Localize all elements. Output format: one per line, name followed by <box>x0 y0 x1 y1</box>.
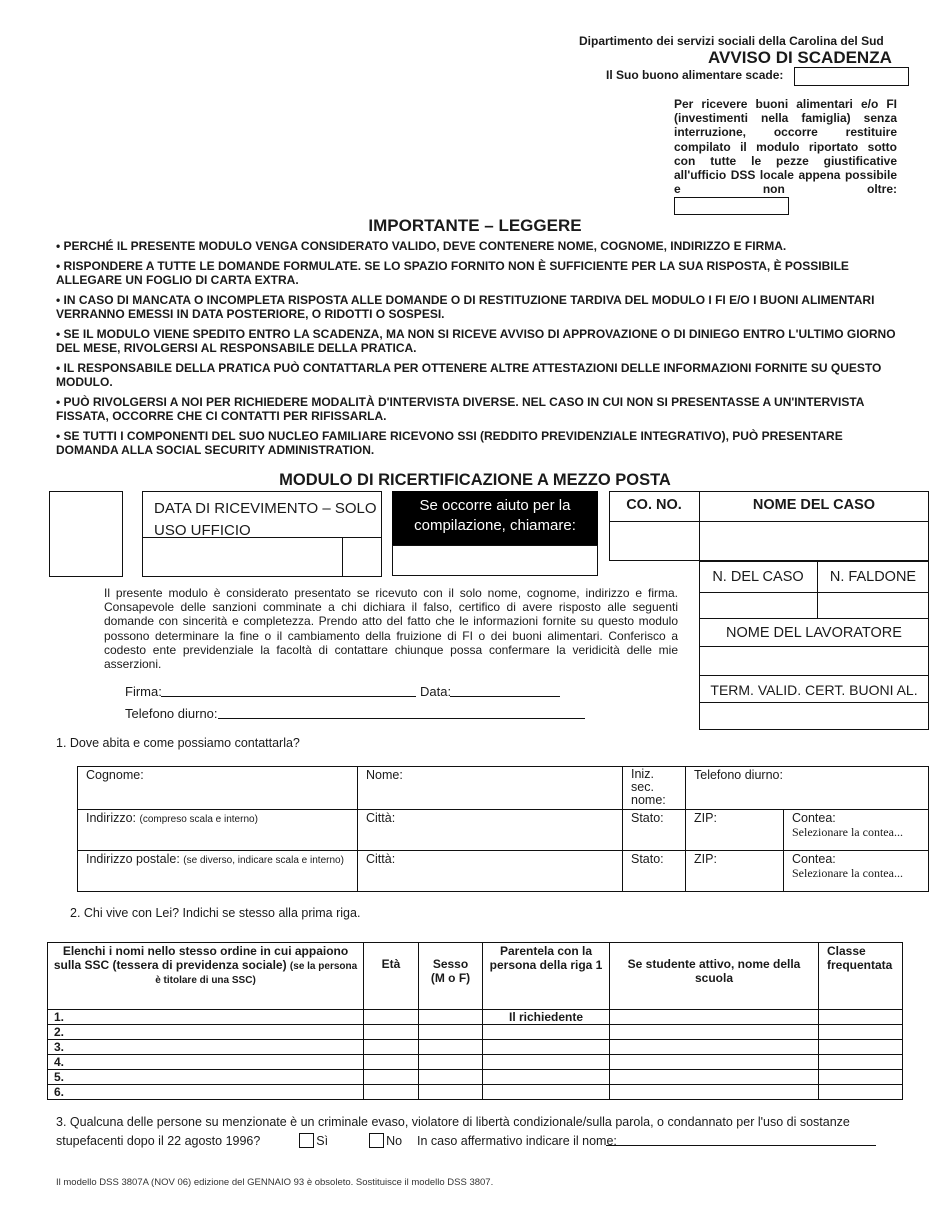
col-names-header: Elenchi i nomi nello stesso ordine in cui appaiono sulla SSC (tessera di previdenza sociale) (se la persona è titolare di una SSC) <box>48 943 364 1010</box>
co-no-label: CO. NO. <box>626 497 682 513</box>
col-school-header: Se studente attivo, nome della scuola <box>610 943 819 1010</box>
expiry-date-field[interactable] <box>794 67 909 86</box>
middle-initial-label: Iniz. sec. nome: <box>631 767 666 807</box>
col-sex-header: Sesso (M o F) <box>419 943 483 1010</box>
date-received-label: DATA DI RICEVIMENTO – SOLO USO UFFICIO <box>154 500 377 538</box>
signature-label: Firma: <box>125 684 162 699</box>
case-name-field[interactable] <box>700 522 928 560</box>
expiry-label: Il Suo buono alimentare scade: <box>606 68 784 82</box>
office-stamp-box <box>49 491 123 577</box>
city-label: Città: <box>366 811 396 825</box>
date-received-field[interactable] <box>143 538 342 576</box>
state-label: Stato: <box>631 852 664 866</box>
mailing-state-cell[interactable] <box>623 851 686 892</box>
zip-label: ZIP: <box>694 852 717 866</box>
date-label: Data: <box>420 684 452 699</box>
mailing-address-label: Indirizzo postale: <box>86 852 180 866</box>
contact-table <box>77 766 929 892</box>
middle-initial-cell[interactable] <box>623 767 686 810</box>
household-row[interactable]: 3. <box>48 1040 903 1055</box>
cert-end-label: TERM. VALID. CERT. BUONI AL. <box>710 682 918 698</box>
county-cell[interactable] <box>784 810 929 851</box>
folder-no-label: N. FALDONE <box>829 569 917 585</box>
household-row[interactable]: 2. <box>48 1025 903 1040</box>
last-name-cell[interactable] <box>78 767 358 810</box>
county-select[interactable]: Selezionare la contea... <box>792 825 903 839</box>
county-label: Contea: <box>792 811 836 825</box>
help-phone-label: Se occorre aiuto per la compilazione, chiamare: <box>392 491 598 545</box>
question-3: 3. Qualcuna delle persone su menzionate è un criminale evaso, violatore di libertà condizionale/sulla parola, o condannato per l'uso di sostanze <box>56 1115 850 1129</box>
col-age-header: Età <box>364 943 419 1010</box>
signature-field[interactable] <box>161 696 416 697</box>
col-relation-header: Parentela con la persona della riga 1 <box>483 943 610 1010</box>
day-phone-label: Telefono diurno: <box>125 706 218 721</box>
if-yes-label: In caso affermativo indicare il nome: <box>417 1134 617 1148</box>
question-2: 2. Chi vive con Lei? Indichi se stesso alla prima riga. <box>70 906 361 920</box>
co-no-field[interactable] <box>610 522 698 560</box>
zip-label: ZIP: <box>694 811 717 825</box>
day-phone-field[interactable] <box>218 718 585 719</box>
bullet: • SE TUTTI I COMPONENTI DEL SUO NUCLEO FAMILIARE RICEVONO SSI (REDDITO PREVIDENZIALE INTEGRATIVO), PUÒ PRESENTARE DOMANDA ALLA SOCIAL SECURITY ADMINISTRATION. <box>56 429 843 457</box>
mailing-address-cell[interactable] <box>78 851 358 892</box>
day-phone-label: Telefono diurno: <box>694 768 783 782</box>
case-no-field[interactable] <box>700 593 816 617</box>
certification-text: Il presente modulo è considerato presentato se ricevuto con il solo nome, cognome, indirizzo e firma. Consapevole delle sanzioni comminate a chi dichiara il falso, certifico di avere risposto alle seguenti domande con sincerità e completezza. Prendo atto del fatto che le informazioni fornite su questo modulo possono determinare la fine o il cambiamento della fruizione di FI o dei buoni alimentari. Conferisco a codesto ente previdenziale la facoltà di contattare chiunque possa confermare la veridicità delle mie asserzioni. <box>104 586 678 672</box>
bullet: • PERCHÉ IL PRESENTE MODULO VENGA CONSIDERATO VALIDO, DEVE CONTENERE NOME, COGNOME, INDIRIZZO E FIRMA. <box>56 239 787 253</box>
household-row[interactable]: 1. Il richiedente <box>48 1010 903 1025</box>
date-field[interactable] <box>450 696 560 697</box>
no-checkbox[interactable] <box>369 1133 384 1148</box>
department-name: Dipartimento dei servizi sociali della Carolina del Sud <box>579 34 884 48</box>
cert-end-field[interactable] <box>700 703 928 729</box>
yes-label: Sì <box>316 1134 329 1148</box>
first-name-label: Nome: <box>366 768 403 782</box>
form-title: MODULO DI RICERTIFICAZIONE A MEZZO POSTA <box>279 471 671 489</box>
worker-name-label: NOME DEL LAVORATORE <box>726 625 902 641</box>
bullet: • SE IL MODULO VIENE SPEDITO ENTRO LA SCADENZA, MA NON SI RICEVE AVVISO DI APPROVAZIONE O DI DINIEGO ENTRO L'ULTIMO GIORNO DEL MESE, RIVOLGERSI AL RESPONSABILE DELLA PRATICA. <box>56 327 896 355</box>
important-bullets <box>56 239 906 463</box>
day-phone-cell[interactable] <box>686 767 929 810</box>
folder-no-field[interactable] <box>818 593 928 617</box>
zip-cell[interactable] <box>686 810 784 851</box>
state-label: Stato: <box>631 811 664 825</box>
mailing-zip-cell[interactable] <box>686 851 784 892</box>
case-name-label: NOME DEL CASO <box>752 497 876 513</box>
city-cell[interactable] <box>358 810 623 851</box>
yes-checkbox[interactable] <box>299 1133 314 1148</box>
address-note: (compreso scala e interno) <box>139 814 258 825</box>
bullet: • IN CASO DI MANCATA O INCOMPLETA RISPOSTA ALLE DOMANDE O DI RESTITUZIONE TARDIVA DEL MODULO I FI E/O I BUONI ALIMENTARI VERRANNO EMESSI IN DATA POSTERIORE, O RIDOTTI O SOSPESI. <box>56 293 875 321</box>
return-instructions: Per ricevere buoni alimentari e/o FI (investimenti nella famiglia) senza interruzione, occorre restituire compilato il modulo riportato sotto con tutte le pezze giustificative all'ufficio DSS locale appena possibile e non oltre: <box>674 97 897 197</box>
county-select[interactable]: Selezionare la contea... <box>792 866 903 880</box>
city-label: Città: <box>366 852 396 866</box>
mailing-city-cell[interactable] <box>358 851 623 892</box>
bullet: • PUÒ RIVOLGERSI A NOI PER RICHIEDERE MODALITÀ D'INTERVISTA DIVERSE. NEL CASO IN CUI NON SI PRESENTASSE A UN'INTERVISTA FISSATA, OCCORRE CHE CI CONTATTI PER RIFISSARLA. <box>56 395 864 423</box>
important-title: IMPORTANTE – LEGGERE <box>368 216 582 235</box>
household-table <box>47 942 903 1100</box>
household-row[interactable]: 5. <box>48 1070 903 1085</box>
address-cell[interactable] <box>78 810 358 851</box>
first-name-cell[interactable] <box>358 767 623 810</box>
question-3-line2: stupefacenti dopo il 22 agosto 1996? Sì No In caso affermativo indicare il nome: <box>56 1134 617 1148</box>
mailing-county-cell[interactable] <box>784 851 929 892</box>
county-label: Contea: <box>792 852 836 866</box>
notice-title: AVVISO DI SCADENZA <box>708 48 892 67</box>
household-row[interactable]: 4. <box>48 1055 903 1070</box>
form-footer: Il modello DSS 3807A (NOV 06) edizione del GENNAIO 93 è obsoleto. Sostituisce il modello DSS 3807. <box>56 1177 494 1188</box>
bullet: • RISPONDERE A TUTTE LE DOMANDE FORMULATE. SE LO SPAZIO FORNITO NON È SUFFICIENTE PER LA SUA RISPOSTA, È POSSIBILE ALLEGARE UN FOGLIO DI CARTA EXTRA. <box>56 259 849 287</box>
address-label: Indirizzo: <box>86 811 137 825</box>
household-row[interactable]: 6. <box>48 1085 903 1100</box>
question-1: 1. Dove abita e come possiamo contattarla? <box>56 736 300 750</box>
offender-name-field[interactable] <box>606 1145 876 1146</box>
last-name-label: Cognome: <box>86 768 144 782</box>
state-cell[interactable] <box>623 810 686 851</box>
help-phone-field[interactable] <box>392 545 598 576</box>
bullet: • IL RESPONSABILE DELLA PRATICA PUÒ CONTATTARLA PER OTTENERE ALTRE ATTESTAZIONI DELLE INFORMAZIONI FORNITE SU QUESTO MODULO. <box>56 361 882 389</box>
col-grade-header: Classe frequentata <box>819 943 903 1010</box>
case-no-label: N. DEL CASO <box>712 569 804 585</box>
no-label: No <box>386 1134 403 1148</box>
mailing-address-note: (se diverso, indicare scala e interno) <box>183 855 344 866</box>
return-date-field[interactable] <box>674 197 789 215</box>
worker-name-field[interactable] <box>700 647 928 674</box>
